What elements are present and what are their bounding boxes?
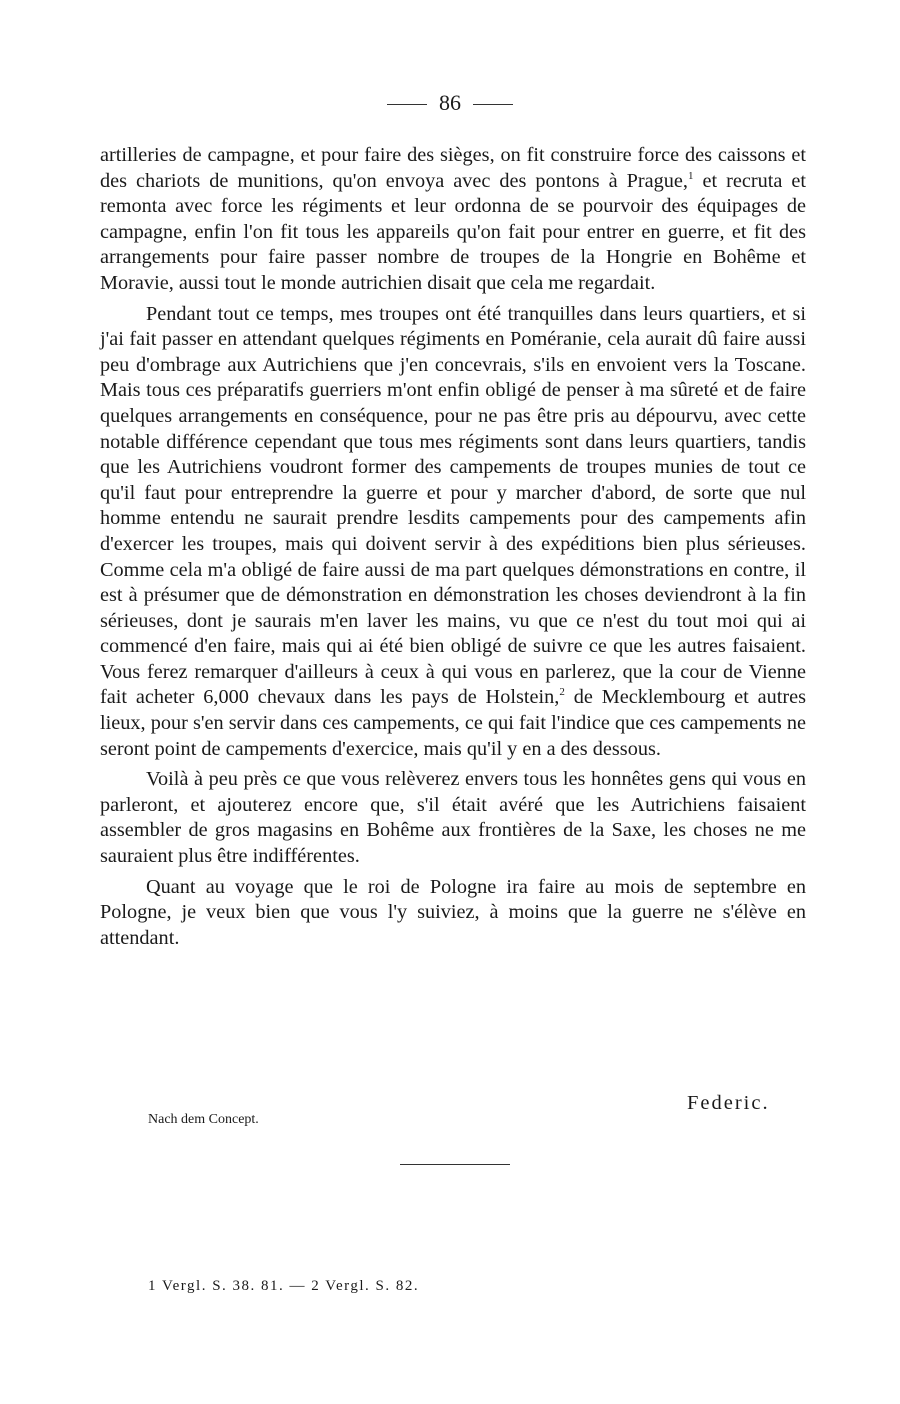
paragraph-2	[100, 302, 806, 763]
footnote-ref-2: 2	[559, 686, 565, 699]
paragraph-4: Quant au voyage que le roi de Pologne ira faire au mois de septembre en Pologne, je veux bien que vous l'y suiviez, à moins que la guerre ne s'élève en attendant.	[100, 875, 806, 949]
letter-body	[100, 143, 806, 951]
paragraph-1-text-b: et recruta et remonta avec force les régiments et leur ordonna de se pourvoir des équipages de campagne, enfin l'on fit tous les appareils qu'on fait pour entrer en guerre, et fit des arrangements pour faire passer nombre de troupes de la Hongrie en Bohême et Moravie, aussi tout le monde autrichien disait que cela me regardait.	[100, 169, 806, 294]
paragraph-1-text-a: artilleries de campagne, et pour faire des sièges, on fit construire force des caissons et des chariots de munitions, qu'on envoya avec des pontons à Prague,	[100, 144, 806, 192]
page-header	[0, 90, 900, 116]
paragraph-1	[100, 143, 806, 297]
header-dash-left	[387, 104, 427, 105]
paragraph-2-text-b: de Mecklembourg et autres lieux, pour s'en servir dans ces campements, ce qui fait l'indice que ces campements ne seront point de campements d'exercice, mais qu'il y en a des dessous.	[100, 686, 806, 760]
footnote-ref-1: 1	[687, 169, 694, 182]
header-dash-right	[473, 104, 513, 105]
page-number: 86	[439, 90, 461, 115]
source-note: Nach dem Concept.	[148, 1112, 259, 1127]
paragraph-2-text-a: Pendant tout ce temps, mes troupes ont été tranquilles dans leurs quartiers, et si j'ai fait passer en attendant quelques régiments en Poméranie, cela aurait dû faire aussi peu d'ombrage aux Autrichiens que j'en concevrais, s'ils en envoient vers la Toscane. Mais tous ces préparatifs guerriers m'ont enfin obligé de penser à ma sûreté et de faire quelques arrangements en conséquence, pour ne pas être pris au dépourvu, avec cette notable différence cependant que tous mes régiments sont dans leurs quartiers, tandis que les Autrichiens voudront former des campements de troupes munies de tout ce qu'il faut pour entreprendre la guerre et pour y marcher d'abord, de sorte que nul homme entendu ne saurait prendre lesdits campements pour des campements afin d'exercer les troupes, mais qui doivent servir à des expéditions bien plus sérieuses. Comme cela m'a obligé de faire aussi de ma part quelques démonstrations en contre, il est à présumer que de démonstration en démonstration les choses deviendront à la fin sérieuses, dont je saurais m'en laver les mains, vu que ce n'est du tout moi qui ai commencé d'en faire, mais qui ai été bien obligé de suivre ce que les autres faisaient. Vous ferez remarquer d'ailleurs à ceux à qui vous en parlerez, que la cour de Vienne fait acheter 6,000 chevaux dans les pays de Holstein,	[100, 302, 806, 709]
footnote-separator	[400, 1164, 510, 1165]
paragraph-3: Voilà à peu près ce que vous relèverez envers tous les honnêtes gens qui vous en parleront, et ajouterez encore que, s'il était avéré que les Autrichiens faisaient assembler de gros magasins en Bohême aux frontières de la Saxe, les choses ne me sauraient plus être indifférentes.	[100, 768, 806, 868]
signature: Federic.	[687, 1092, 770, 1114]
footnotes: 1 Vergl. S. 38. 81. — 2 Vergl. S. 82.	[148, 1278, 420, 1294]
